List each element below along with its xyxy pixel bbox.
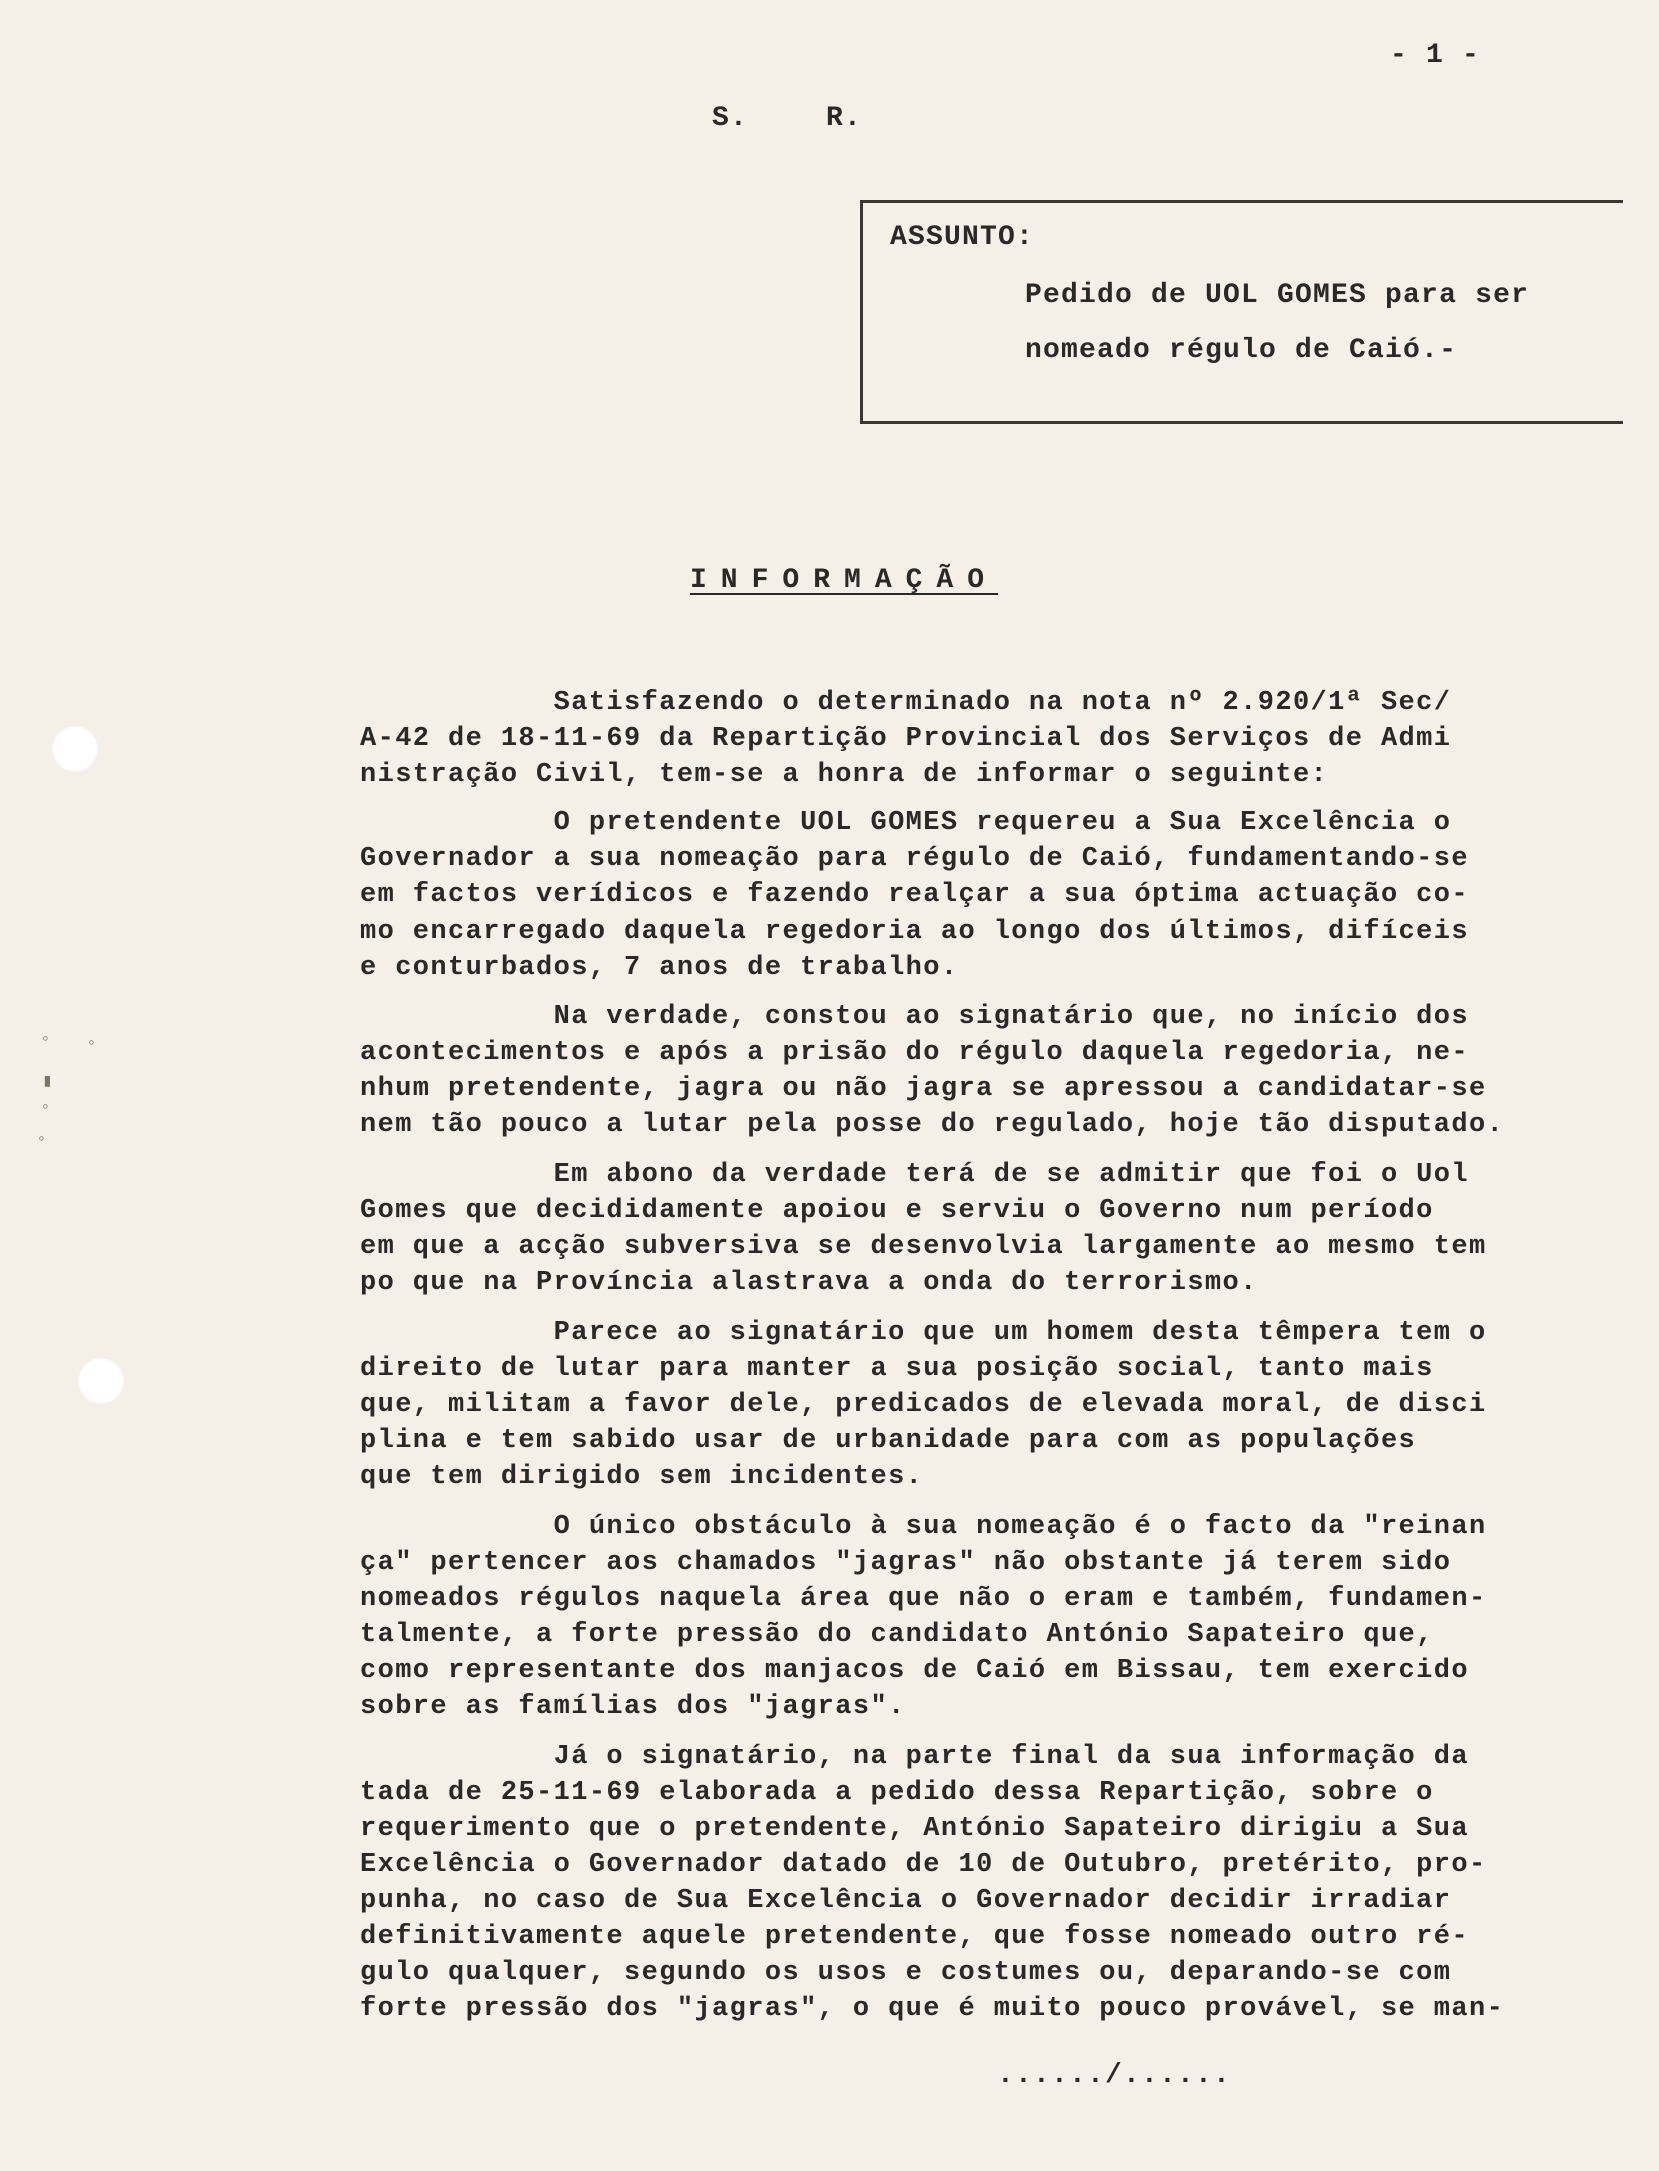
margin-mark: ◦: [36, 1130, 47, 1150]
punch-hole-top: [52, 726, 98, 772]
text-line: talmente, a forte pressão do candidato António Sapateiro que,: [360, 1620, 1434, 1650]
subject-line: Pedido de UOL GOMES para ser: [1025, 280, 1530, 311]
margin-mark: ◦: [86, 1034, 97, 1054]
text-line: Na verdade, constou ao signatário que, no início dos: [360, 1002, 1469, 1032]
text-line: direito de lutar para manter a sua posição social, tanto mais: [360, 1354, 1434, 1384]
text-line: A-42 de 18-11-69 da Repartição Provincial dos Serviços de Admi: [360, 724, 1452, 754]
text-line: sobre as famílias dos "jagras".: [360, 1692, 906, 1722]
text-line: Excelência o Governador datado de 10 de Outubro, pretérito, pro-: [360, 1850, 1487, 1880]
text-line: Já o signatário, na parte final da sua informação da: [360, 1742, 1469, 1772]
initials: S. R.: [712, 103, 863, 134]
continuation-mark: ....../......: [997, 2060, 1232, 2091]
punch-hole-bottom: [78, 1358, 124, 1404]
text-line: plina e tem sabido usar de urbanidade para com as populações: [360, 1426, 1417, 1456]
text-line: nhum pretendente, jagra ou não jagra se apressou a candidatar-se: [360, 1074, 1487, 1104]
text-line: mo encarregado daquela regedoria ao longo dos últimos, difíceis: [360, 917, 1469, 947]
text-line: nistração Civil, tem-se a honra de informar o seguinte:: [360, 760, 1329, 790]
text-line: nomeados régulos naquela área que não o eram e também, fundamen-: [360, 1584, 1487, 1614]
text-line: em factos verídicos e fazendo realçar a sua óptima actuação co-: [360, 880, 1469, 910]
text-line: po que na Província alastrava a onda do terrorismo.: [360, 1268, 1258, 1298]
subject-line: nomeado régulo de Caió.-: [1025, 335, 1458, 366]
text-line: Satisfazendo o determinado na nota nº 2.920/1ª Sec/: [360, 688, 1452, 718]
text-line: acontecimentos e após a prisão do régulo daquela regedoria, ne-: [360, 1038, 1469, 1068]
text-line: que, militam a favor dele, predicados de elevada moral, de disci: [360, 1390, 1487, 1420]
text-line: Em abono da verdade terá de se admitir que foi o Uol: [360, 1160, 1469, 1190]
margin-mark: ◦: [40, 1030, 51, 1050]
text-line: em que a acção subversiva se desenvolvia largamente ao mesmo tem: [360, 1232, 1487, 1262]
text-line: ça" pertencer aos chamados "jagras" não obstante já terem sido: [360, 1548, 1452, 1578]
text-line: requerimento que o pretendente, António Sapateiro dirigiu a Sua: [360, 1814, 1469, 1844]
text-line: forte pressão dos "jagras", o que é muito pouco provável, se man-: [360, 1994, 1505, 2024]
text-line: O pretendente UOL GOMES requereu a Sua Excelência o: [360, 808, 1452, 838]
text-line: O único obstáculo à sua nomeação é o facto da "reinan: [360, 1512, 1487, 1542]
text-line: punha, no caso de Sua Excelência o Governador decidir irradiar: [360, 1886, 1452, 1916]
text-line: como representante dos manjacos de Caió em Bissau, tem exercido: [360, 1656, 1469, 1686]
margin-mark: ◦: [40, 1098, 51, 1118]
document-heading: INFORMAÇÃO: [690, 565, 999, 596]
text-line: e conturbados, 7 anos de trabalho.: [360, 953, 959, 983]
text-line: que tem dirigido sem incidentes.: [360, 1462, 924, 1492]
text-line: nem tão pouco a lutar pela posse do regulado, hoje tão disputado.: [360, 1110, 1505, 1140]
text-line: gulo qualquer, segundo os usos e costumes ou, deparando-se com: [360, 1958, 1452, 1988]
text-line: definitivamente aquele pretendente, que fosse nomeado outro ré-: [360, 1922, 1469, 1952]
text-line: Gomes que decididamente apoiou e serviu o Governo num período: [360, 1196, 1434, 1226]
subject-label: ASSUNTO:: [890, 222, 1035, 253]
page-number: - 1 -: [1390, 40, 1481, 71]
text-line: Parece ao signatário que um homem desta têmpera tem o: [360, 1318, 1487, 1348]
text-line: Governador a sua nomeação para régulo de Caió, fundamentando-se: [360, 844, 1469, 874]
text-line: tada de 25-11-69 elaborada a pedido dessa Repartição, sobre o: [360, 1778, 1434, 1808]
margin-mark: ▮: [42, 1072, 53, 1092]
